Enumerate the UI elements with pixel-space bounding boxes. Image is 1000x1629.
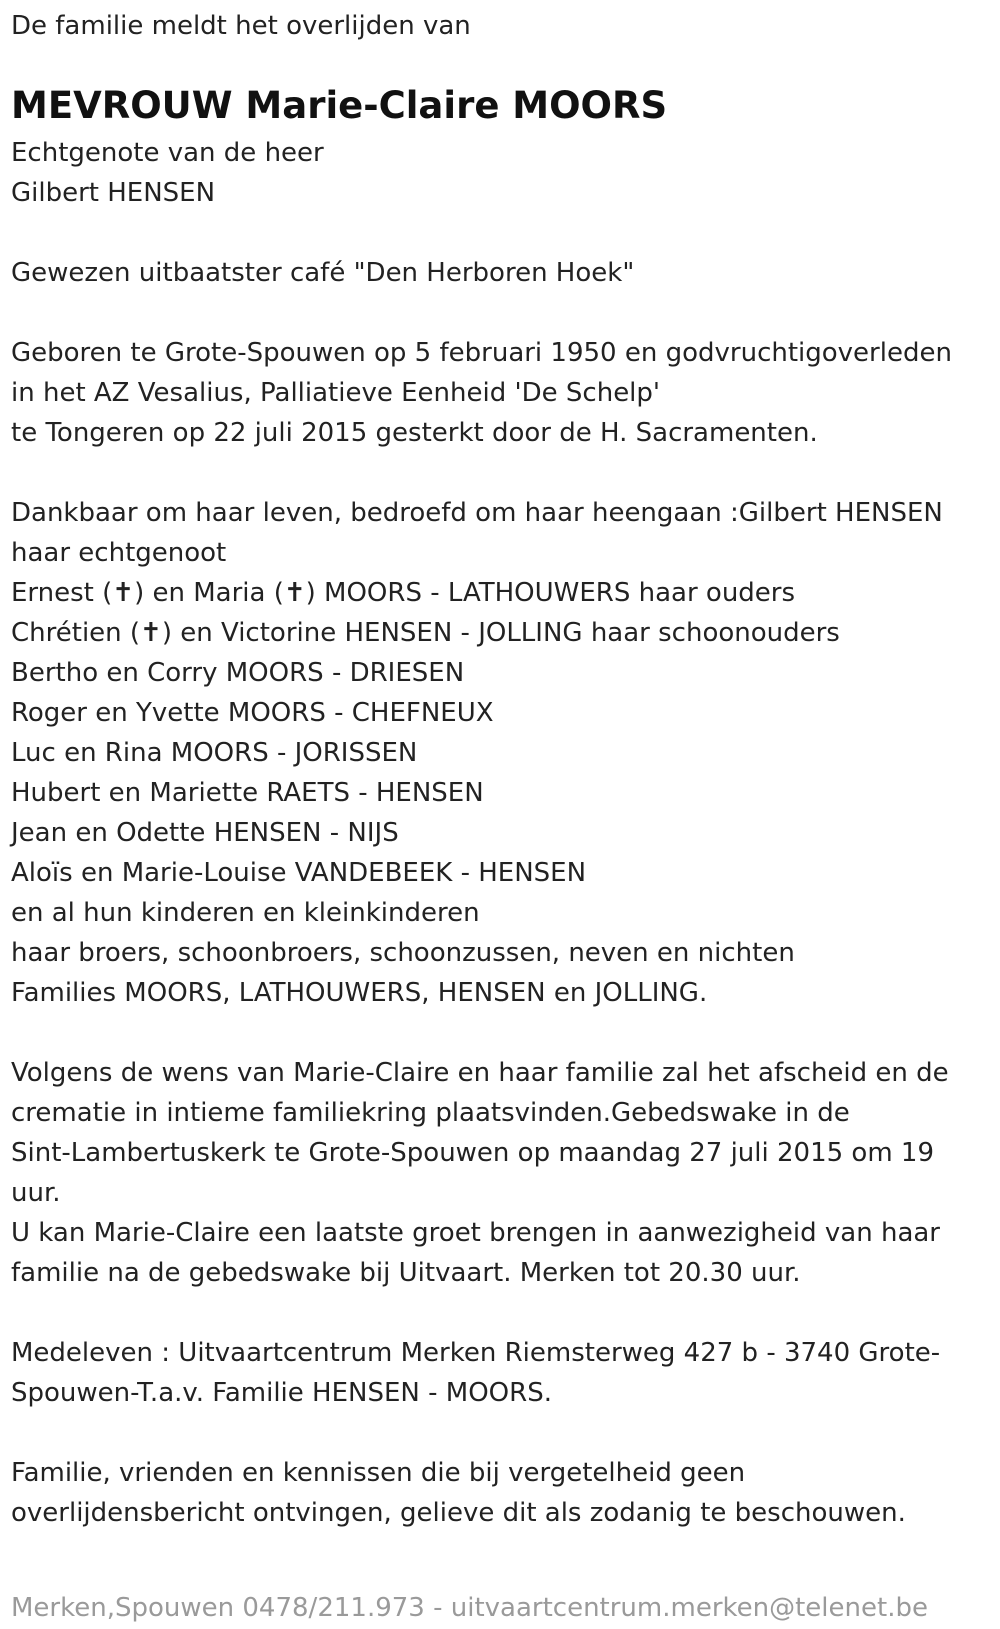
spacer [11, 453, 986, 493]
birth-death-line: in het AZ Vesalius, Palliatieve Eenheid 'De Schelp' [11, 378, 661, 408]
mourner-line: haar echtgenoot [11, 538, 227, 568]
ceremony-line: familie na de gebedswake bij Uitvaart. Merken tot 20.30 uur. [11, 1258, 801, 1288]
spacer [11, 1413, 986, 1453]
condolences-line: Medeleven : Uitvaartcentrum Merken Riemsterweg 427 b - 3740 Grote- [11, 1338, 941, 1368]
notice-line: overlijdensbericht ontvingen, gelieve dit als zodanig te beschouwen. [11, 1498, 906, 1528]
spacer [11, 293, 986, 333]
mourner-line: en al hun kinderen en kleinkinderen [11, 898, 480, 928]
spouse-name: Gilbert HENSEN [11, 178, 216, 208]
birth-death-line: te Tongeren op 22 juli 2015 gesterkt door de H. Sacramenten. [11, 418, 818, 448]
mourner-line: haar broers, schoonbroers, schoonzussen, neven en nichten [11, 938, 795, 968]
spacer [11, 213, 986, 253]
occupation: Gewezen uitbaatster café "Den Herboren Hoek" [11, 258, 635, 288]
ceremony-line: Sint-Lambertuskerk te Grote-Spouwen op maandag 27 juli 2015 om 19 [11, 1138, 934, 1168]
mourner-line: Dankbaar om haar leven, bedroefd om haar heengaan :Gilbert HENSEN [11, 498, 943, 528]
ceremony-line: Volgens de wens van Marie-Claire en haar familie zal het afscheid en de [11, 1058, 949, 1088]
ceremony-line: crematie in intieme familiekring plaatsvinden.Gebedswake in de [11, 1098, 850, 1128]
intro-text: De familie meldt het overlijden van [11, 11, 471, 41]
mourner-line: Hubert en Mariette RAETS - HENSEN [11, 778, 484, 808]
mourner-line: Aloïs en Marie-Louise VANDEBEEK - HENSEN [11, 858, 587, 888]
mourner-line: Families MOORS, LATHOUWERS, HENSEN en JOLLING. [11, 978, 708, 1008]
mourner-line: Bertho en Corry MOORS - DRIESEN [11, 658, 465, 688]
spacer [11, 1293, 986, 1333]
mourner-line: Roger en Yvette MOORS - CHEFNEUX [11, 698, 494, 728]
mourner-line: Luc en Rina MOORS - JORISSEN [11, 738, 418, 768]
funeral-home-contact: Merken,Spouwen 0478/211.973 - uitvaartcentrum.merken@telenet.be [11, 1593, 928, 1623]
obituary-body [11, 133, 986, 1533]
mourner-line: Ernest (✝) en Maria (✝) MOORS - LATHOUWERS haar ouders [11, 578, 796, 608]
ceremony-line: U kan Marie-Claire een laatste groet brengen in aanwezigheid van haar [11, 1218, 940, 1248]
birth-death-line: Geboren te Grote-Spouwen op 5 februari 1950 en godvruchtigoverleden [11, 338, 952, 368]
mourner-line: Jean en Odette HENSEN - NIJS [11, 818, 399, 848]
mourner-line: Chrétien (✝) en Victorine HENSEN - JOLLING haar schoonouders [11, 618, 840, 648]
condolences-line: Spouwen-T.a.v. Familie HENSEN - MOORS. [11, 1378, 552, 1408]
ceremony-line: uur. [11, 1178, 61, 1208]
spacer [11, 1013, 986, 1053]
deceased-name: MEVROUW Marie-Claire MOORS [11, 84, 668, 127]
spouse-line: Echtgenote van de heer [11, 138, 324, 168]
notice-line: Familie, vrienden en kennissen die bij vergetelheid geen [11, 1458, 746, 1488]
